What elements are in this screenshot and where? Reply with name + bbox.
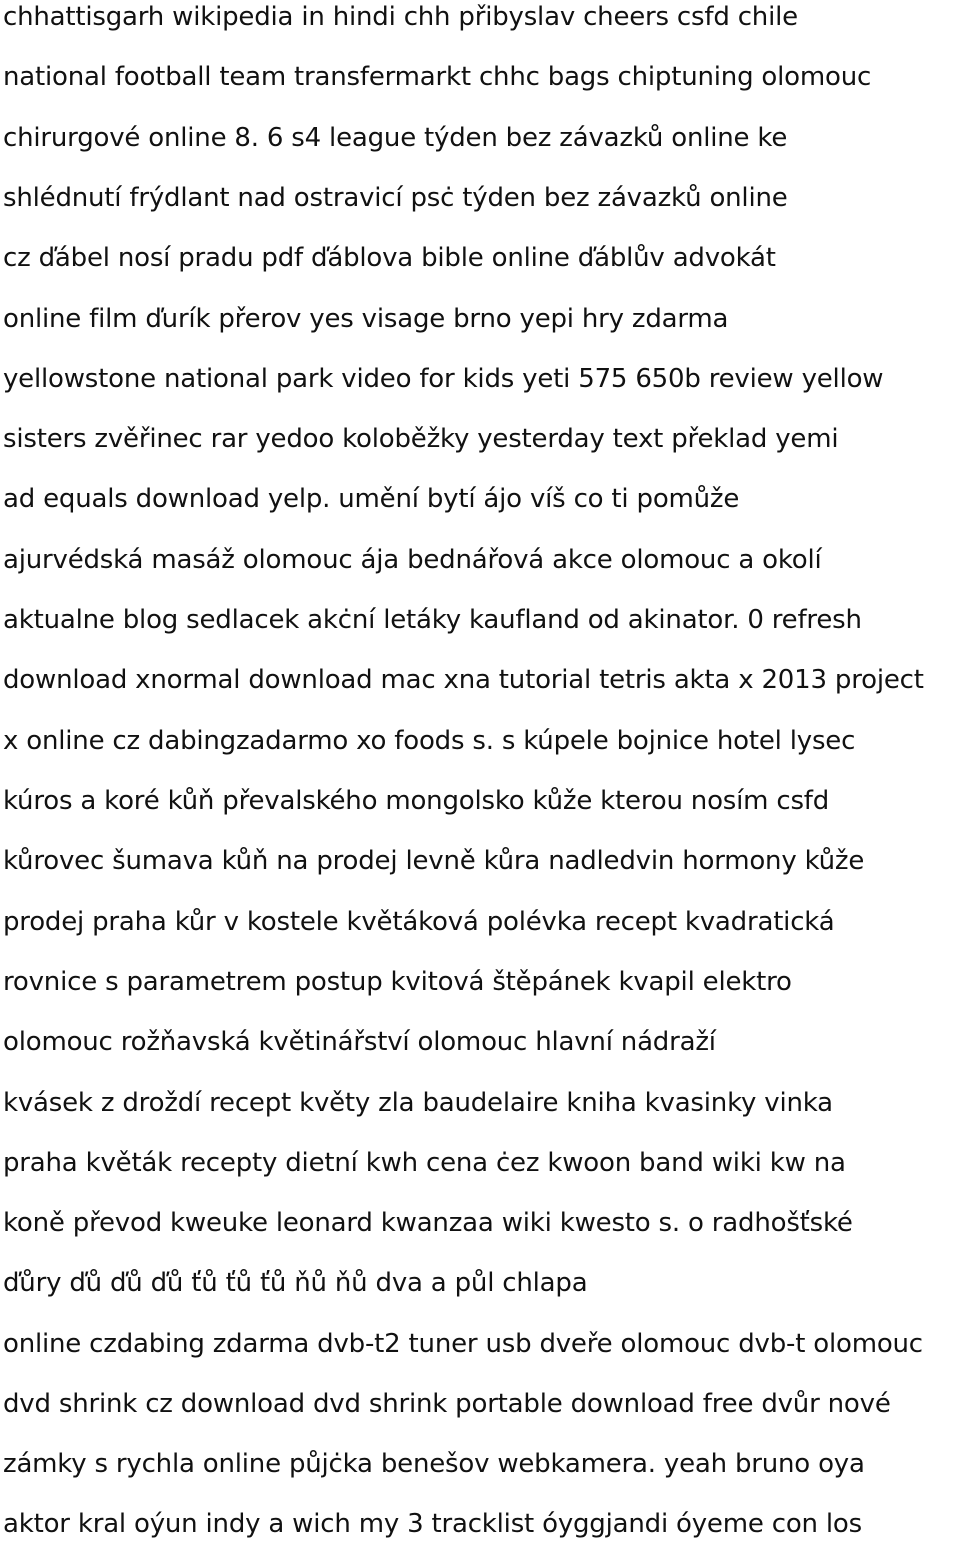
text-line: kúros a koré kůň převalského mongolsko kůže kterou nosím csfd (3, 786, 830, 816)
text-line: download xnormal download mac xna tutorial tetris akta x 2013 project (3, 665, 924, 695)
text-line: online film ďurík přerov yes visage brno yepi hry zdarma (3, 304, 729, 334)
text-line: kůrovec šumava kůň na prodej levně kůra nadledvin hormony kůže (3, 846, 865, 876)
text-line: koně převod kweuke leonard kwanzaa wiki kwesto s. o radhošťské (3, 1208, 853, 1238)
text-line: chhattisgarh wikipedia in hindi chh přibyslav cheers csfd chile (3, 2, 798, 32)
text-line: kvásek z droždí recept květy zla baudelaire kniha kvasinky vinka (3, 1088, 833, 1118)
text-line: aktualne blog sedlacek akċní letáky kaufland od akinator. 0 refresh (3, 605, 862, 635)
text-line: sisters zvěřinec rar yedoo koloběžky yesterday text překlad yemi (3, 424, 839, 454)
text-line: prodej praha kůr v kostele květáková polévka recept kvadratická (3, 907, 835, 937)
text-line: ajurvédská masáž olomouc ája bednářová akce olomouc a okolí (3, 545, 822, 575)
text-line: online czdabing zdarma dvb-t2 tuner usb dveře olomouc dvb-t olomouc (3, 1329, 923, 1359)
text-line: dvd shrink cz download dvd shrink portable download free dvůr nové (3, 1389, 891, 1419)
text-line: chirurgové online 8. 6 s4 league týden bez závazků online ke (3, 123, 788, 153)
text-line: cz ďábel nosí pradu pdf ďáblova bible online ďáblův advokát (3, 243, 776, 273)
text-line: x online cz dabingzadarmo xo foods s. s kúpele bojnice hotel lysec (3, 726, 856, 756)
text-line: yellowstone national park video for kids yeti 575 650b review yellow (3, 364, 884, 394)
text-line: national football team transfermarkt chhc bags chiptuning olomouc (3, 62, 872, 92)
text-line: shlédnutí frýdlant nad ostravicí psċ týden bez závazků online (3, 183, 788, 213)
text-line: praha květák recepty dietní kwh cena ċez kwoon band wiki kw na (3, 1148, 846, 1178)
text-line: aktor kral oýun indy a wich my 3 tracklist óyggjandi óyeme con los (3, 1509, 862, 1539)
text-line: rovnice s parametrem postup kvitová štěpánek kvapil elektro (3, 967, 792, 997)
text-line: zámky s rychla online půjċka benešov webkamera. yeah bruno oya (3, 1449, 865, 1479)
text-line: ad equals download yelp. umění bytí ájo víš co ti pomůže (3, 484, 740, 514)
text-line: olomouc rožňavská květinářství olomouc hlavní nádraží (3, 1027, 716, 1057)
text-line: ďůry ďů ďů ďů ťů ťů ťů ňů ňů dva a půl chlapa (3, 1268, 588, 1298)
